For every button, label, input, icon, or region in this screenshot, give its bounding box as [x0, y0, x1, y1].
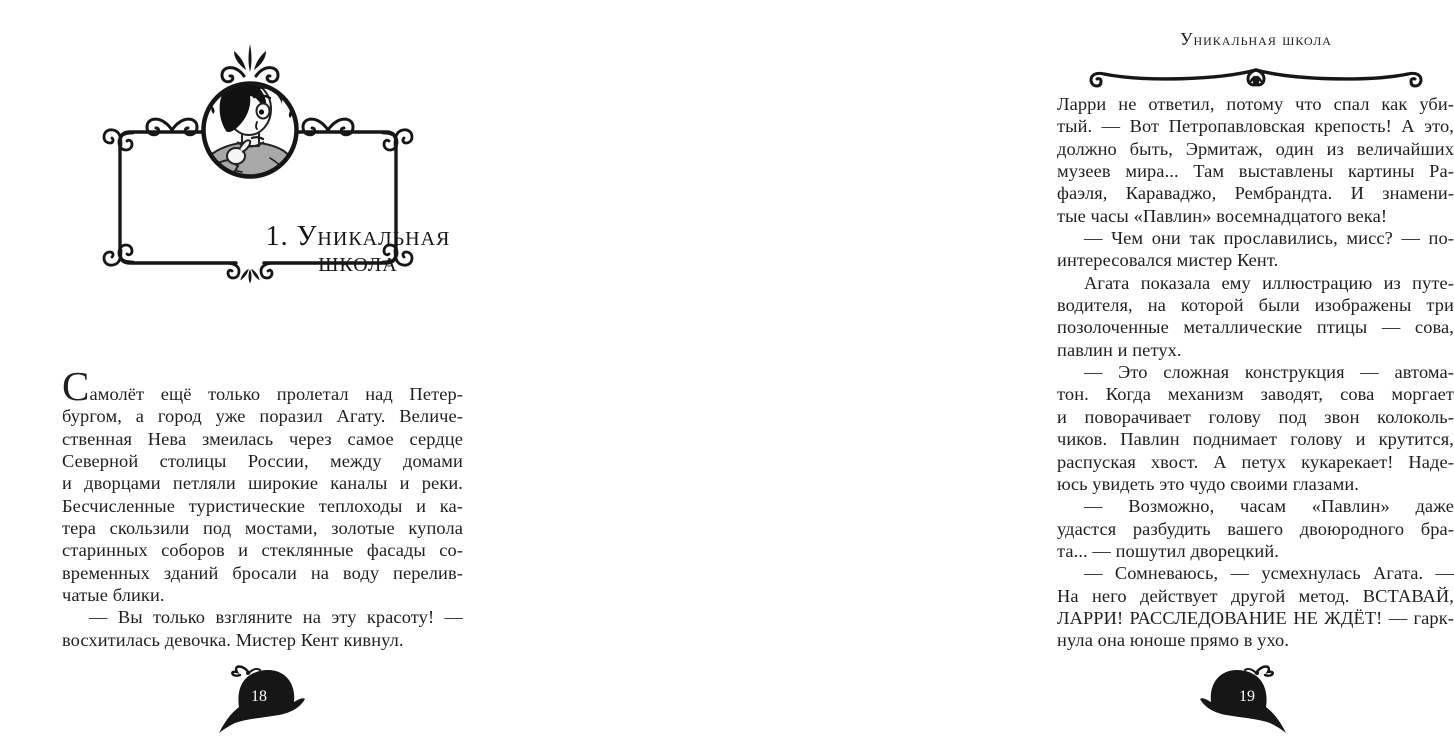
paragraph [1057, 93, 1454, 227]
paragraph [1057, 495, 1454, 562]
page-number-hat-left [215, 661, 307, 741]
paragraph [62, 363, 463, 606]
text-line: — Чем они так прославились, мисс? — по- [1084, 228, 1454, 249]
page-number: 19 [1239, 688, 1255, 705]
text-line: музеев мира... Там выставлены картины Ра- [1057, 161, 1454, 182]
text-line: На него действует другой метод. ВСТАВАЙ, [1057, 585, 1454, 606]
left-body-text [62, 363, 463, 651]
page-left [0, 0, 500, 751]
text-line: ственная Нева змеилась через самое сердце [62, 428, 463, 449]
page-number: 18 [251, 688, 267, 705]
text-line: тон. Когда механизм заводят, сова моргает [1057, 384, 1454, 405]
running-head: Уникальная школа [1180, 29, 1332, 49]
text-line: должно быть, Эрмитаж, один из величайших [1057, 138, 1454, 159]
text-line: и поворачивает голову под звон колоколь- [1057, 406, 1454, 427]
paragraph [1057, 361, 1454, 495]
text-line: тый. — Вот Петропавловская крепость! А это, [1057, 116, 1454, 137]
chapter-title-line1: 1. Уникальная [265, 221, 451, 252]
chapter-plate [100, 34, 451, 300]
text-line: удастся разбудить вашего двоюродного бра- [1057, 518, 1454, 539]
text-line: чиков. Павлин поднимает голову и крутится, [1057, 429, 1454, 450]
text-line: тые часы «Павлин» восемнадцатого века! [1057, 205, 1388, 226]
paragraph [1057, 227, 1454, 272]
text-line: нула она юноше прямо в ухо. [1057, 630, 1290, 651]
chapter-title-line2: школа [318, 247, 398, 278]
text-line: и дворцами петляли широкие каналы и реки. [62, 473, 463, 494]
text-line: интересовался мистер Кент. [1057, 250, 1279, 271]
text-line: та... — пошутил дворецкий. [1057, 540, 1279, 561]
right-body-text [1057, 93, 1454, 652]
page-right [500, 0, 1454, 751]
text-line: фаэля, Караваджо, Рембрандта. И знамени- [1057, 183, 1454, 204]
text-line: — Возможно, часам «Павлин» даже [1084, 496, 1454, 517]
chapter-title [200, 221, 516, 278]
text-line: — Сомневаюсь, — усмехнулась Агата. — [1084, 563, 1454, 584]
text-line: старинных соборов и стеклянные фасады со- [62, 540, 463, 561]
text-line: временных зданий бросали на воду перелив- [62, 562, 463, 583]
text-line: Бесчисленные туристические теплоходы и ка- [62, 495, 463, 516]
text-line: Ларри не ответил, потому что спал как уби- [1057, 94, 1454, 114]
text-line: водителя, на которой были изображены три [1057, 295, 1454, 316]
text-line: позолоченные металлические птицы — сова, [1057, 317, 1454, 338]
text-line: восхитилась девочка. Мистер Кент кивнул. [62, 629, 404, 650]
paragraph [1057, 562, 1454, 651]
text-line: ЛАРРИ! РАССЛЕДОВАНИЕ НЕ ЖДЁТ! — гарк- [1057, 607, 1454, 628]
hat-icon [215, 661, 307, 741]
page-number-hat-right [1198, 661, 1290, 741]
hat-icon [1198, 661, 1290, 741]
text-line: — Это сложная конструкция — автома- [1084, 362, 1454, 383]
text-line: Агата показала ему иллюстрацию из путе- [1084, 272, 1454, 293]
paragraph [1057, 272, 1454, 361]
crown-flourish [222, 44, 278, 82]
header-flourish [1078, 50, 1434, 94]
text-line: павлин и петух. [1057, 339, 1182, 360]
text-line: Северной столицы России, между домами [62, 451, 463, 472]
paragraph [62, 606, 463, 651]
text-line: тера скользили под мостами, золотые купола [62, 518, 463, 539]
text-line: бургом, а город уже поразил Агату. Величе- [62, 406, 463, 427]
text-line: Самолёт ещё только пролетал над Петер- [62, 363, 463, 409]
text-line: распуская хвост. А петух кукарекает! Наде- [1057, 451, 1454, 472]
text-line: юсь увидеть это чудо своими глазами. [1057, 473, 1359, 494]
text-line: чатые блики. [62, 585, 165, 606]
text-line: — Вы только взгляните на эту красоту! — [89, 607, 463, 628]
portrait-worried-boy-illustration [194, 74, 301, 194]
